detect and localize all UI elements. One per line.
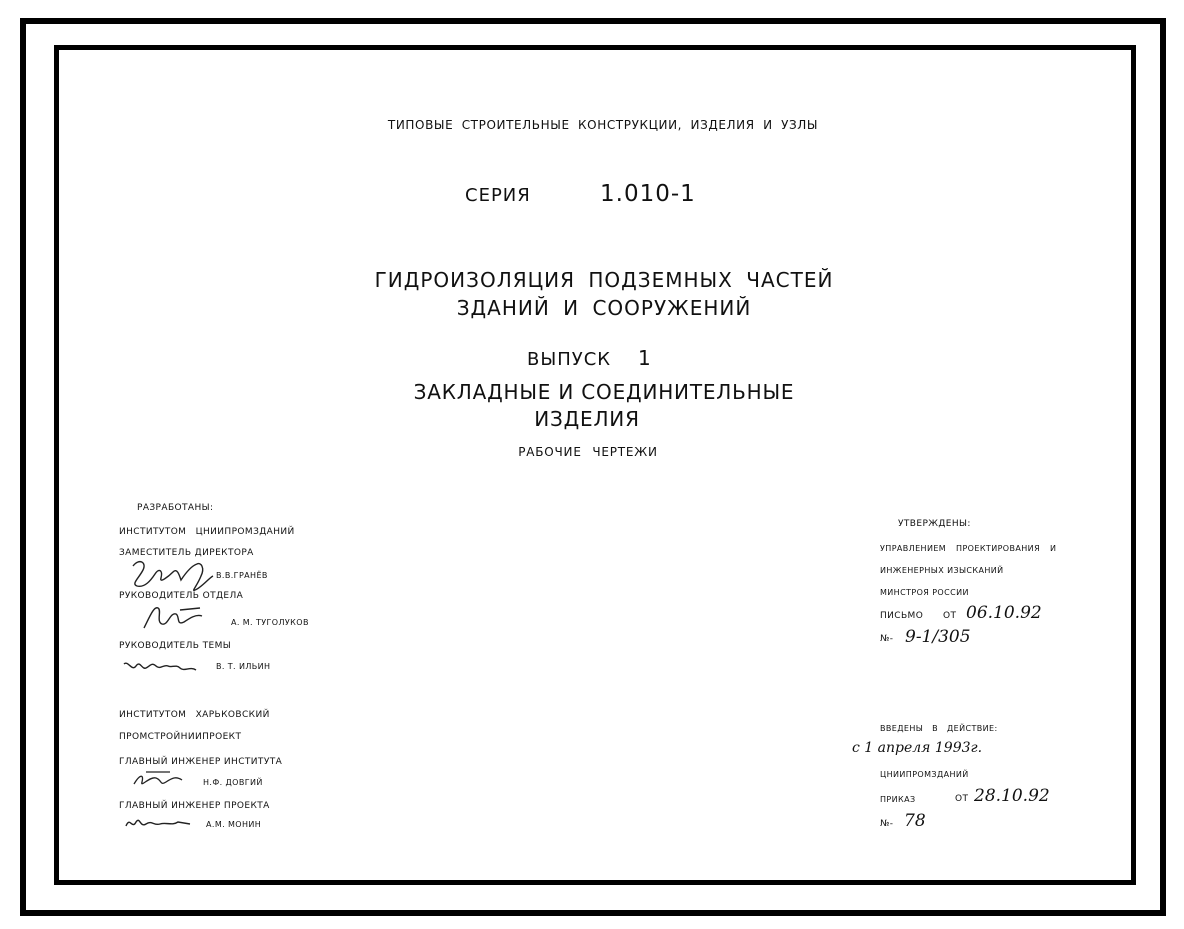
order-number: 78 (904, 811, 926, 831)
approved-line-1: УПРАВЛЕНИЕМ ПРОЕКТИРОВАНИЯ И (880, 544, 1057, 553)
name-granev: В.В.ГРАНЁВ (216, 571, 268, 580)
role-chief-engineer-project: ГЛАВНЫЙ ИНЖЕНЕР ПРОЕКТА (119, 801, 270, 811)
role-chief-engineer-institute: ГЛАВНЫЙ ИНЖЕНЕР ИНСТИТУТА (119, 757, 283, 767)
signature-granev (125, 556, 220, 596)
developer-institute-1: ИНСТИТУТОМ ЦНИИПРОМЗДАНИЙ (119, 527, 295, 537)
series-label: СЕРИЯ (465, 185, 531, 206)
letter-label: ПИСЬМО (880, 611, 924, 621)
signature-ilyin (120, 656, 200, 680)
letter-date: 06.10.92 (966, 603, 1042, 623)
subtitle-line-2: ИЗДЕЛИЯ (534, 407, 640, 431)
title-line-1: ГИДРОИЗОЛЯЦИЯ ПОДЗЕМНЫХ ЧАСТЕЙ (374, 268, 834, 292)
name-monin: А.М. МОНИН (206, 820, 262, 829)
approved-line-2: ИНЖЕНЕРНЫХ ИЗЫСКАНИЙ (880, 566, 1004, 575)
letter-number: 9-1/305 (905, 627, 971, 647)
subtitle-line-1: ЗАКЛАДНЫЕ И СОЕДИНИТЕЛЬНЫЕ (413, 380, 795, 404)
enacted-heading: ВВЕДЕНЫ В ДЕЙСТВИЕ: (880, 724, 998, 733)
order-from-label: ОТ (955, 794, 969, 804)
enacted-date: с 1 апреля 1993г. (852, 740, 983, 756)
order-label: ПРИКАЗ (880, 795, 916, 804)
series-number: 1.010-1 (600, 181, 696, 207)
signature-dovgiy (130, 768, 185, 790)
order-number-label: №- (880, 819, 894, 829)
role-department-head: РУКОВОДИТЕЛЬ ОТДЕЛА (119, 591, 244, 601)
developer-institute-2-line-2: ПРОМСТРОЙНИИПРОЕКТ (119, 732, 242, 742)
title-line-2: ЗДАНИЙ И СООРУЖЕНИЙ (456, 296, 752, 320)
issue-label: ВЫПУСК (527, 349, 612, 370)
enacted-org: ЦНИИПРОМЗДАНИЙ (880, 770, 969, 779)
approved-line-3: МИНСТРОЯ РОССИИ (880, 588, 969, 597)
document-type: РАБОЧИЕ ЧЕРТЕЖИ (518, 445, 658, 459)
developer-institute-2-line-1: ИНСТИТУТОМ ХАРЬКОВСКИЙ (119, 710, 270, 720)
signature-monin (122, 812, 194, 834)
issue-number: 1 (638, 346, 651, 370)
signature-tugolukov (140, 602, 210, 634)
name-ilyin: В. Т. ИЛЬИН (216, 662, 271, 671)
developed-heading: РАЗРАБОТАНЫ: (137, 503, 214, 513)
order-date: 28.10.92 (974, 786, 1050, 806)
letter-number-label: №- (880, 634, 894, 644)
approved-heading: УТВЕРЖДЕНЫ: (898, 519, 971, 529)
role-topic-lead: РУКОВОДИТЕЛЬ ТЕМЫ (119, 641, 232, 651)
role-deputy-director: ЗАМЕСТИТЕЛЬ ДИРЕКТОРА (119, 548, 254, 558)
series-heading: ТИПОВЫЕ СТРОИТЕЛЬНЫЕ КОНСТРУКЦИИ, ИЗДЕЛИЯ И УЗЛЫ (387, 118, 819, 132)
name-dovgiy: Н.Ф. ДОВГИЙ (203, 778, 263, 787)
name-tugolukov: А. М. ТУГОЛУКОВ (231, 618, 309, 627)
letter-from-label: ОТ (943, 611, 957, 621)
